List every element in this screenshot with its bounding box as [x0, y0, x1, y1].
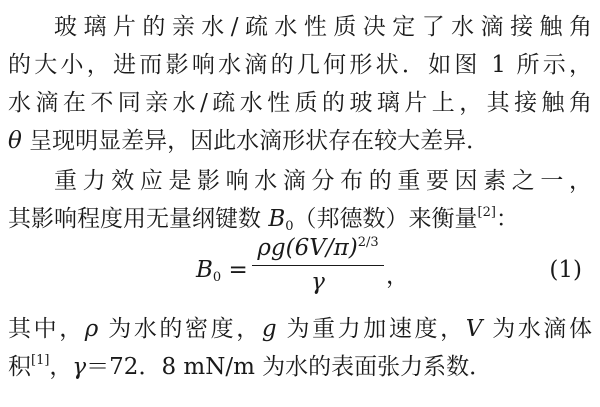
p2-line2-end: ： [495, 206, 519, 232]
p3-line1-a: 其中， [8, 316, 85, 342]
citation-1: [1] [31, 353, 50, 368]
equation-denominator: γ [311, 269, 325, 295]
equation-1 [0, 232, 600, 306]
rho-symbol: ρ [84, 316, 99, 342]
p3-line2-c: ＝72．8 mN/m 为水的表面张力系数． [86, 354, 493, 380]
p3-line1-d: 为水滴体 [482, 316, 593, 342]
equation-number: (1) [549, 257, 582, 283]
p2-line1-text: 重力效应是影响水滴分布的重要因素之一， [54, 168, 592, 194]
p1-line3 [8, 88, 592, 118]
eq-bond-symbol: B [196, 257, 213, 283]
p3-line2-a: 积 [8, 354, 31, 380]
p3-line1-c: 为重力加速度， [276, 316, 466, 342]
theta-symbol: θ [8, 128, 22, 154]
p3-line1-b: 为水的密度， [98, 316, 262, 342]
p1-line1 [54, 12, 592, 42]
p1-line2-text: 的大小，进而影响水滴的几何形状．如图 1 所示， [8, 52, 592, 78]
equation-lhs [196, 257, 248, 283]
p3-line2-b: ， [49, 354, 73, 380]
p1-line4 [8, 126, 592, 156]
p1-line1-text: 玻璃片的亲水/疏水性质决定了水滴接触角 [54, 14, 592, 40]
eq-numerator-text: ρg(6V/π) [257, 235, 358, 261]
p1-line4-text: 呈现明显差异，因此水滴形状存在较大差异． [21, 128, 490, 154]
v-symbol: V [465, 316, 483, 342]
citation-2: [2] [477, 205, 496, 220]
p2-line1 [54, 166, 592, 196]
equation-comma: ， [386, 263, 409, 289]
equation-fraction [252, 232, 384, 298]
g-symbol: g [261, 316, 277, 342]
bond-symbol: B [268, 206, 286, 232]
eq-exponent: 2/3 [357, 235, 379, 250]
p1-line3-text: 水滴在不同亲水/疏水性质的玻璃片上，其接触角 [8, 90, 592, 116]
p2-line2-before: 其影响程度用无量纲键数 [8, 206, 269, 232]
p3-line2 [8, 352, 592, 382]
p2-line2 [8, 204, 592, 234]
bond-subscript: 0 [285, 219, 294, 234]
p1-line2 [8, 50, 592, 80]
p2-line2-after: （邦德数）来衡量 [293, 206, 478, 232]
eq-bond-subscript: 0 [212, 270, 222, 285]
eq-equals: = [228, 257, 248, 283]
equation-numerator [252, 232, 384, 264]
p3-line1 [8, 314, 592, 344]
gamma-symbol: γ [72, 354, 87, 380]
